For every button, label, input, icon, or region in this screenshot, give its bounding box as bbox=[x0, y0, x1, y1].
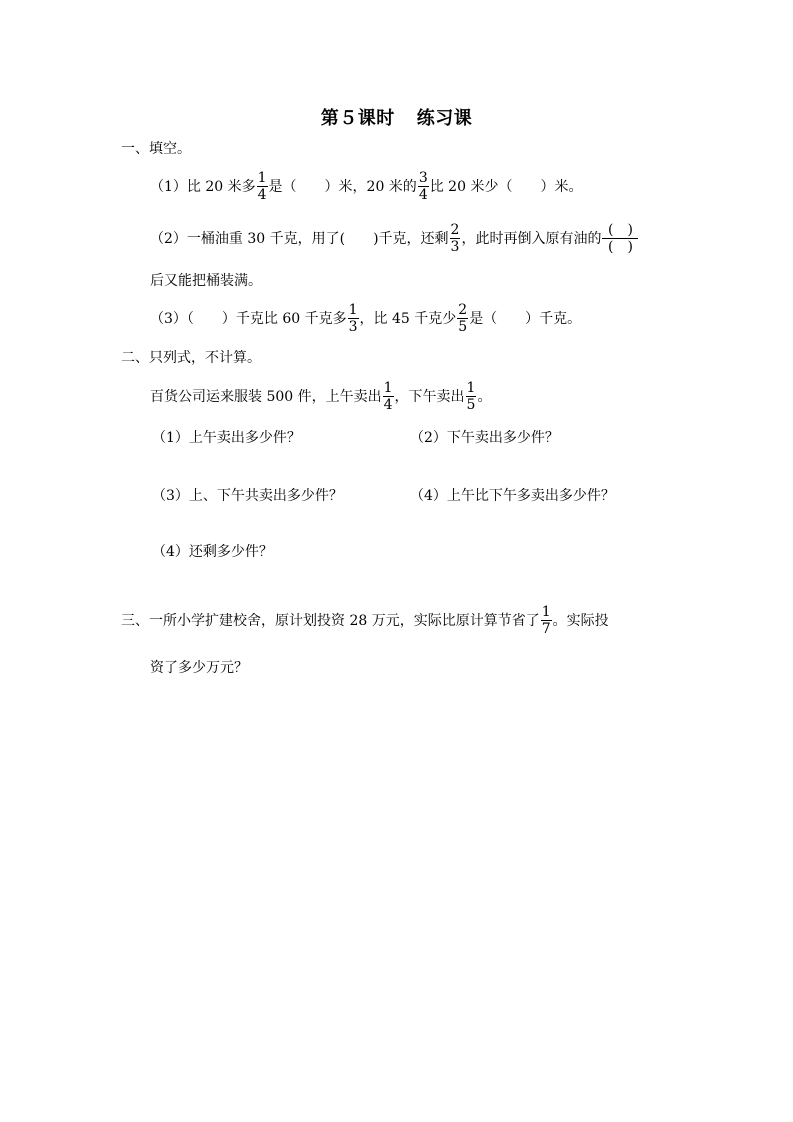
fraction bbox=[418, 170, 429, 203]
fraction-numerator: 1 bbox=[257, 169, 267, 186]
title-topic: 练习课 bbox=[416, 108, 473, 129]
stem-text-a: 百货公司运来服装 500 件，上午卖出 bbox=[150, 389, 382, 405]
fraction-numerator: 3 bbox=[418, 169, 428, 186]
fraction-numerator: 2 bbox=[458, 301, 468, 318]
q1-text-a: （1）比 20 米多 bbox=[150, 179, 256, 195]
question-1-2 bbox=[150, 218, 639, 258]
fraction bbox=[466, 380, 477, 413]
fraction-denominator: 5 bbox=[466, 396, 476, 413]
fraction-denominator: 3 bbox=[348, 318, 358, 335]
subquestion-5 bbox=[152, 531, 273, 571]
section3-question bbox=[121, 600, 609, 640]
fraction bbox=[450, 222, 461, 255]
q3-text-a: （3）（ ）千克比 60 千克多 bbox=[150, 311, 347, 327]
subquestion-text: （3）上、下午共卖出多少件？ bbox=[152, 488, 343, 504]
fraction-denominator: 3 bbox=[450, 238, 460, 255]
subquestion-1 bbox=[152, 417, 301, 457]
subquestion-4 bbox=[410, 475, 615, 515]
q1-text-b: 是（ ）米，20 米的 bbox=[268, 179, 417, 195]
fraction-numerator: 1 bbox=[383, 379, 393, 396]
question-1-1 bbox=[150, 166, 582, 206]
section3-text-cont: 资了多少万元？ bbox=[150, 660, 248, 676]
q3-text-c: 是（ ）千克。 bbox=[469, 311, 582, 327]
q2-text-cont: 后又能把桶装满。 bbox=[150, 273, 262, 289]
section1-heading bbox=[121, 128, 191, 168]
section2-stem bbox=[150, 376, 491, 416]
subquestion-text: （2）下午卖出多少件？ bbox=[410, 430, 559, 446]
q3-text-b: ，比 45 千克少 bbox=[359, 311, 457, 327]
section3-question-continued bbox=[150, 647, 248, 687]
fraction-numerator: 2 bbox=[450, 221, 460, 238]
fraction-denominator: 4 bbox=[418, 186, 428, 203]
fraction bbox=[348, 302, 359, 335]
question-1-2-continued bbox=[150, 260, 262, 300]
stem-text-b: ，下午卖出 bbox=[394, 389, 465, 405]
subquestion-2 bbox=[410, 417, 559, 457]
section3-text-b: 。实际投 bbox=[552, 613, 609, 629]
subquestion-text: （1）上午卖出多少件？ bbox=[152, 430, 301, 446]
q2-text-b: ，此时再倒入原有油的 bbox=[461, 231, 602, 247]
fraction bbox=[383, 380, 394, 413]
fraction-numerator: 1 bbox=[541, 603, 551, 620]
blank-fraction bbox=[602, 222, 638, 255]
fraction-numerator: 1 bbox=[348, 301, 358, 318]
fraction-denominator: ( ) bbox=[602, 238, 638, 255]
fraction-denominator: 7 bbox=[541, 620, 551, 637]
section2-heading bbox=[121, 337, 261, 377]
q1-text-c: 比 20 米少（ ）米。 bbox=[429, 179, 583, 195]
fraction bbox=[257, 170, 268, 203]
fraction-denominator: 4 bbox=[257, 186, 267, 203]
fraction-denominator: 5 bbox=[458, 318, 468, 335]
fraction bbox=[541, 604, 552, 637]
title-lesson: 第５课时 bbox=[320, 108, 395, 129]
stem-text-c: 。 bbox=[477, 389, 492, 405]
subquestion-3 bbox=[152, 475, 343, 515]
fraction-numerator: 1 bbox=[466, 379, 476, 396]
section2-heading-text: 二、只列式，不计算。 bbox=[121, 350, 261, 366]
fraction-numerator: ( ) bbox=[608, 221, 633, 238]
section3-text-a: 三、一所小学扩建校舍，原计划投资 28 万元，实际比原计算节省了 bbox=[121, 613, 540, 629]
page-title bbox=[0, 104, 793, 130]
subquestion-text: （4）还剩多少件？ bbox=[152, 544, 273, 560]
q2-text-a: （2）一桶油重 30 千克，用了( )千克，还剩 bbox=[150, 231, 449, 247]
section1-heading-text: 一、填空。 bbox=[121, 141, 191, 157]
fraction bbox=[457, 302, 468, 335]
question-1-3 bbox=[150, 298, 581, 338]
fraction-denominator: 4 bbox=[383, 396, 393, 413]
subquestion-text: （4）上午比下午多卖出多少件？ bbox=[410, 488, 615, 504]
